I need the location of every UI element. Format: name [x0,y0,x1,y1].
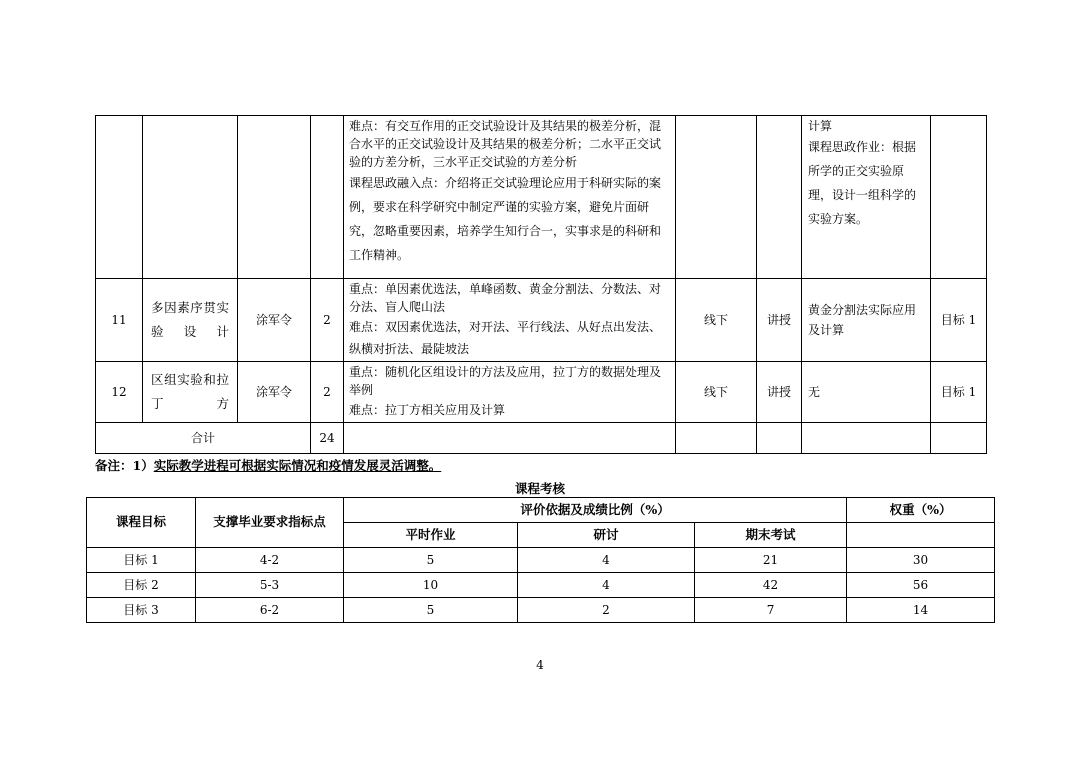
table-cell [802,423,931,454]
header-weight: 权重（%） [847,498,995,523]
goal-cell: 目标 2 [87,573,196,598]
remark-note [95,456,441,474]
content-cell [344,116,676,279]
weight-cell: 14 [847,598,995,623]
teaching-mode: 线下 [676,362,757,423]
seminar-cell: 2 [518,598,695,623]
homework-cell: 10 [344,573,518,598]
goal-cell: 目标 3 [87,598,196,623]
homework-cell: 5 [344,548,518,573]
final-cell: 21 [695,548,847,573]
table-cell [931,116,987,279]
teaching-method: 讲授 [757,362,802,423]
key-points-text: 重点：随机化区组设计的方法及应用，拉丁方的数据处理及举例 [349,365,662,397]
indicator-cell: 4-2 [196,548,344,573]
final-cell: 42 [695,573,847,598]
assessment-table [86,497,995,623]
table-cell [757,116,802,279]
ideology-text: 课程思政融入点：介绍将正交试验理论应用于科研实际的案例，要求在科学研究中制定严谨的实验方案，避免片面研究，忽略重要因素，培养学生知行合一，实事求是的科研和工作精神。 [349,176,662,262]
weight-cell: 30 [847,548,995,573]
remark-text: 实际教学进程可根据实际情况和疫情发展灵活调整。 [153,458,442,473]
content-cell [344,279,676,362]
table-cell [96,116,143,279]
key-points-text: 重点：单因素优选法，单峰函数、黄金分割法、分数法、对分法、盲人爬山法 [349,282,662,314]
difficulty-text: 难点：拉丁方相关应用及计算 [349,403,506,417]
hours: 2 [311,362,344,423]
total-label: 合计 [96,423,311,454]
course-goal: 目标 1 [931,362,987,423]
chapter-name: 区组实验和拉丁方 [143,362,238,423]
table-cell [676,423,757,454]
teacher-name: 涂军令 [238,362,311,423]
header-course-goal: 课程目标 [87,498,196,548]
table-row [96,423,987,454]
row-number: 11 [96,279,143,362]
header-seminar: 研讨 [518,523,695,548]
course-goal: 目标 1 [931,279,987,362]
final-cell: 7 [695,598,847,623]
header-evaluation-basis: 评价依据及成绩比例（%） [344,498,847,523]
table-cell [238,116,311,279]
table-row [87,598,995,623]
table-row [87,573,995,598]
table-cell [931,423,987,454]
weight-cell: 56 [847,573,995,598]
table-row [96,116,987,279]
homework-cell: 5 [344,598,518,623]
table-cell [676,116,757,279]
chapter-name: 多因素序贯实验设计 [143,279,238,362]
indicator-cell: 5-3 [196,573,344,598]
task-text: 无 [802,362,931,423]
header-homework: 平时作业 [344,523,518,548]
goal-cell: 目标 1 [87,548,196,573]
task-text: 课程思政作业：根据所学的正交实验原理，设计一组科学的实验方案。 [808,140,917,226]
assessment-title: 课程考核 [514,481,565,496]
page-number: 4 [536,658,544,672]
content-cell [344,362,676,423]
table-row [87,498,995,523]
teaching-mode: 线下 [676,279,757,362]
seminar-cell: 4 [518,548,695,573]
teacher-name: 涂军令 [238,279,311,362]
table-cell [757,423,802,454]
difficulty-text: 难点：有交互作用的正交试验设计及其结果的极差分析，混合水平的正交试验设计及其结果的极差分析；二水平正交试验的方差分析，三水平正交试验的方差分析 [349,119,662,169]
table-cell [847,523,995,548]
indicator-cell: 6-2 [196,598,344,623]
seminar-cell: 4 [518,573,695,598]
remark-prefix: 备注：1） [95,458,154,473]
task-text: 计算 [808,119,833,133]
row-number: 12 [96,362,143,423]
header-final-exam: 期末考试 [695,523,847,548]
task-text: 黄金分割法实际应用及计算 [802,279,931,362]
difficulty-text: 难点：双因素优选法，对开法、平行线法、从好点出发法、纵横对折法、最陡坡法 [349,320,662,356]
task-cell [802,116,931,279]
table-cell [143,116,238,279]
teaching-schedule-table [95,115,987,454]
total-hours: 24 [311,423,344,454]
header-indicator: 支撑毕业要求指标点 [196,498,344,548]
table-row [96,362,987,423]
table-row [87,548,995,573]
table-cell [344,423,676,454]
teaching-method: 讲授 [757,279,802,362]
hours: 2 [311,279,344,362]
table-cell [311,116,344,279]
table-row [96,279,987,362]
